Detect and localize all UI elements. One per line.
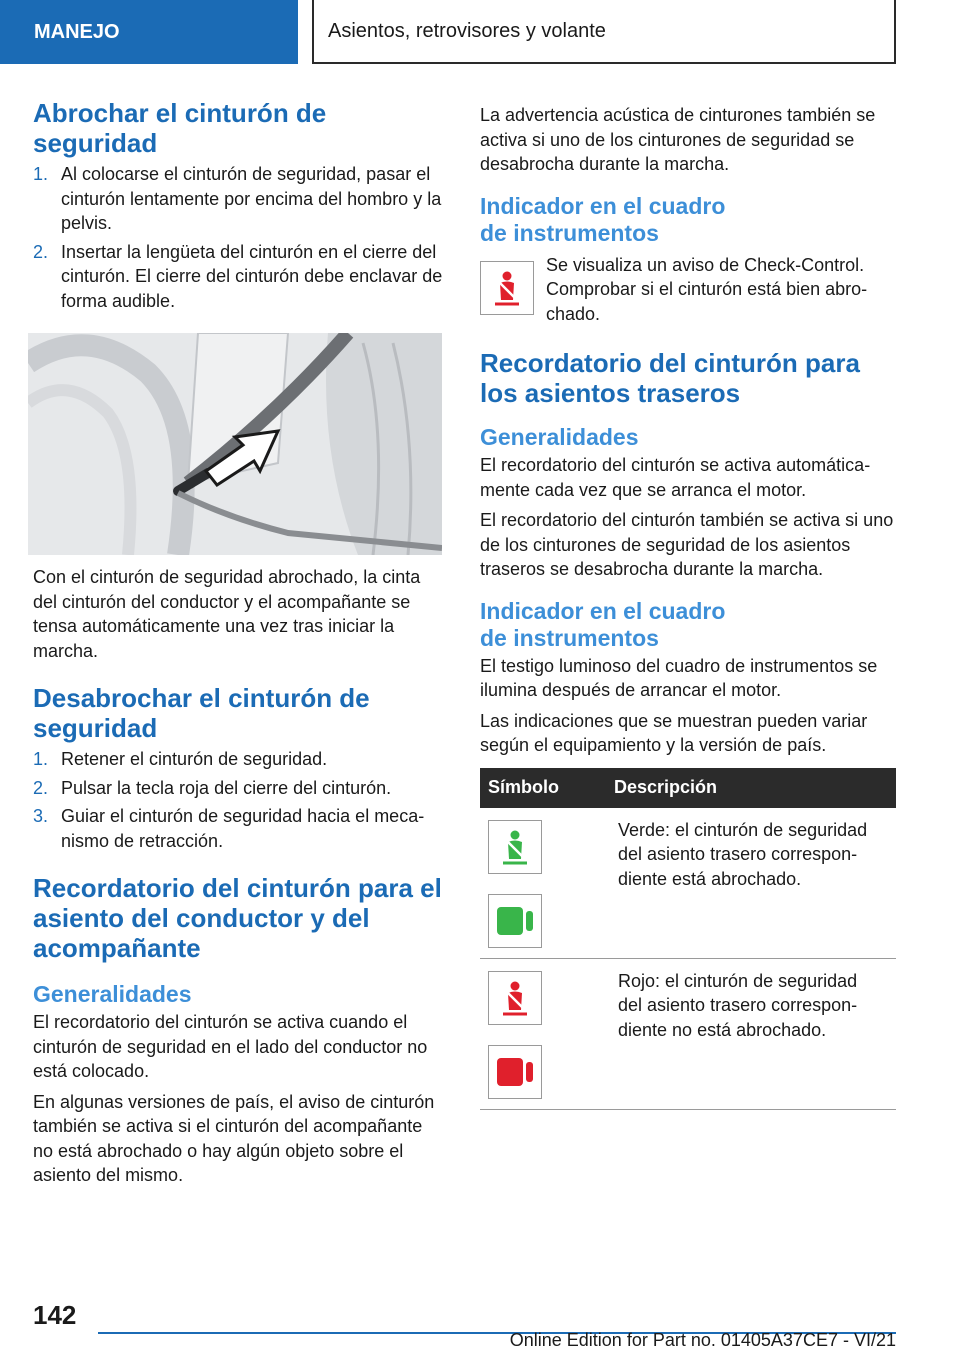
list-item: 2. Insertar la lengüeta del cinturón en el cierre del cinturón. El cierre del cinturón debe enclavar de forma audible. xyxy=(33,241,443,311)
page-number: 142 xyxy=(33,1300,77,1330)
paragraph-checkcontrol: Se visualiza un aviso de Check-Control. Comprobar si el cinturón está bien abrochado. xyxy=(546,254,868,324)
symbol-table xyxy=(480,768,896,1110)
seatbelt-warning-icon xyxy=(480,261,534,315)
description-cell: Rojo: el cinturón de seguridad del asiento trasero correspondiente no está abrochado. xyxy=(600,958,896,1109)
seatbelt-photo xyxy=(28,333,442,555)
edition-label: Online Edition for Part no. 01405A37CE7 - VI/21 xyxy=(509,1330,896,1350)
left-column xyxy=(33,98,443,1188)
rear-seat-green-icon xyxy=(488,894,542,948)
paragraph-testigo: El testigo luminoso del cuadro de instrumentos se ilumina después de arrancar el motor. xyxy=(480,655,878,700)
heading-recordatorio-conductor: Recordatorio del cinturón para el asiento del conductor y del acompañante xyxy=(33,873,442,963)
column-header-description: Descripción xyxy=(600,768,896,808)
checkcontrol-row xyxy=(480,254,896,327)
table-header-row xyxy=(480,768,896,808)
seatbelt-red-icon xyxy=(488,971,542,1025)
list-item: 1. Retener el cinturón de seguridad. xyxy=(33,749,328,769)
list-item: 3. Guiar el cinturón de seguridad hacia el mecanismo de retracción. xyxy=(33,806,425,851)
list-item: 1. Al colocarse el cinturón de seguridad, pasar el cinturón lentamente por encima del hombro y la pelvis. xyxy=(33,164,442,233)
paragraph-indicaciones: Las indicaciones que se muestran pueden variar según el equipamiento y la versión de país. xyxy=(480,710,868,755)
section-tab: MANEJO xyxy=(0,0,298,64)
heading-indicador-1: Indicador en el cuadro de instrumentos xyxy=(480,192,726,246)
chapter-title: Asientos, retrovisores y volante xyxy=(312,0,896,64)
paragraph-gen2-right: El recordatorio del cinturón también se activa si uno de los cinturones de seguridad de los asientos traseros se desabrocha durante la marcha. xyxy=(480,510,894,579)
paragraph-gen1-left: El recordatorio del cinturón se activa cuando el cinturón de seguridad en el lado del conductor no está colocado. xyxy=(33,1012,428,1081)
right-column xyxy=(480,103,896,1110)
heading-generalidades-right: Generalidades xyxy=(480,424,639,450)
seatbelt-green-icon xyxy=(488,820,542,874)
paragraph-tensa: Con el cinturón de seguridad abrochado, la cinta del cinturón del conductor y el acompañante se tensa automáticamente una vez tras iniciar la marcha. xyxy=(33,567,421,661)
symbol-cell xyxy=(480,808,600,959)
desabrochar-steps xyxy=(33,747,443,853)
paragraph-acustica: La advertencia acústica de cinturones también se activa si uno de los cinturones de seguridad se desabrocha durante la marcha. xyxy=(480,105,876,174)
paragraph-gen1-right: El recordatorio del cinturón se activa automáticamente cada vez que se arranca el motor. xyxy=(480,455,871,500)
seatbelt-illustration xyxy=(28,333,442,555)
heading-recordatorio-traseros: Recordatorio del cinturón para los asientos traseros xyxy=(480,348,860,408)
heading-generalidades-left: Generalidades xyxy=(33,981,192,1007)
table-row xyxy=(480,808,896,959)
symbol-cell xyxy=(480,958,600,1109)
list-item: 2. Pulsar la tecla roja del cierre del cinturón. xyxy=(33,777,392,798)
heading-abrochar: Abrochar el cinturón de seguridad xyxy=(33,98,327,158)
heading-desabrochar: Desabrochar el cinturón de seguridad xyxy=(33,683,370,743)
column-header-symbol: Símbolo xyxy=(480,768,600,808)
heading-indicador-2: Indicador en el cuadro de instrumentos xyxy=(480,597,726,651)
table-row xyxy=(480,958,896,1109)
rear-seat-red-icon xyxy=(488,1045,542,1099)
abrochar-steps xyxy=(33,162,443,313)
description-cell: Verde: el cinturón de seguridad del asiento trasero correspondiente está abrochado. xyxy=(600,808,896,959)
paragraph-gen2-left: En algunas versiones de país, el aviso de cinturón también se activa si el cinturón del acompañante no está abrochado o hay algún objeto sobre el asiento del mismo. xyxy=(33,1091,435,1185)
